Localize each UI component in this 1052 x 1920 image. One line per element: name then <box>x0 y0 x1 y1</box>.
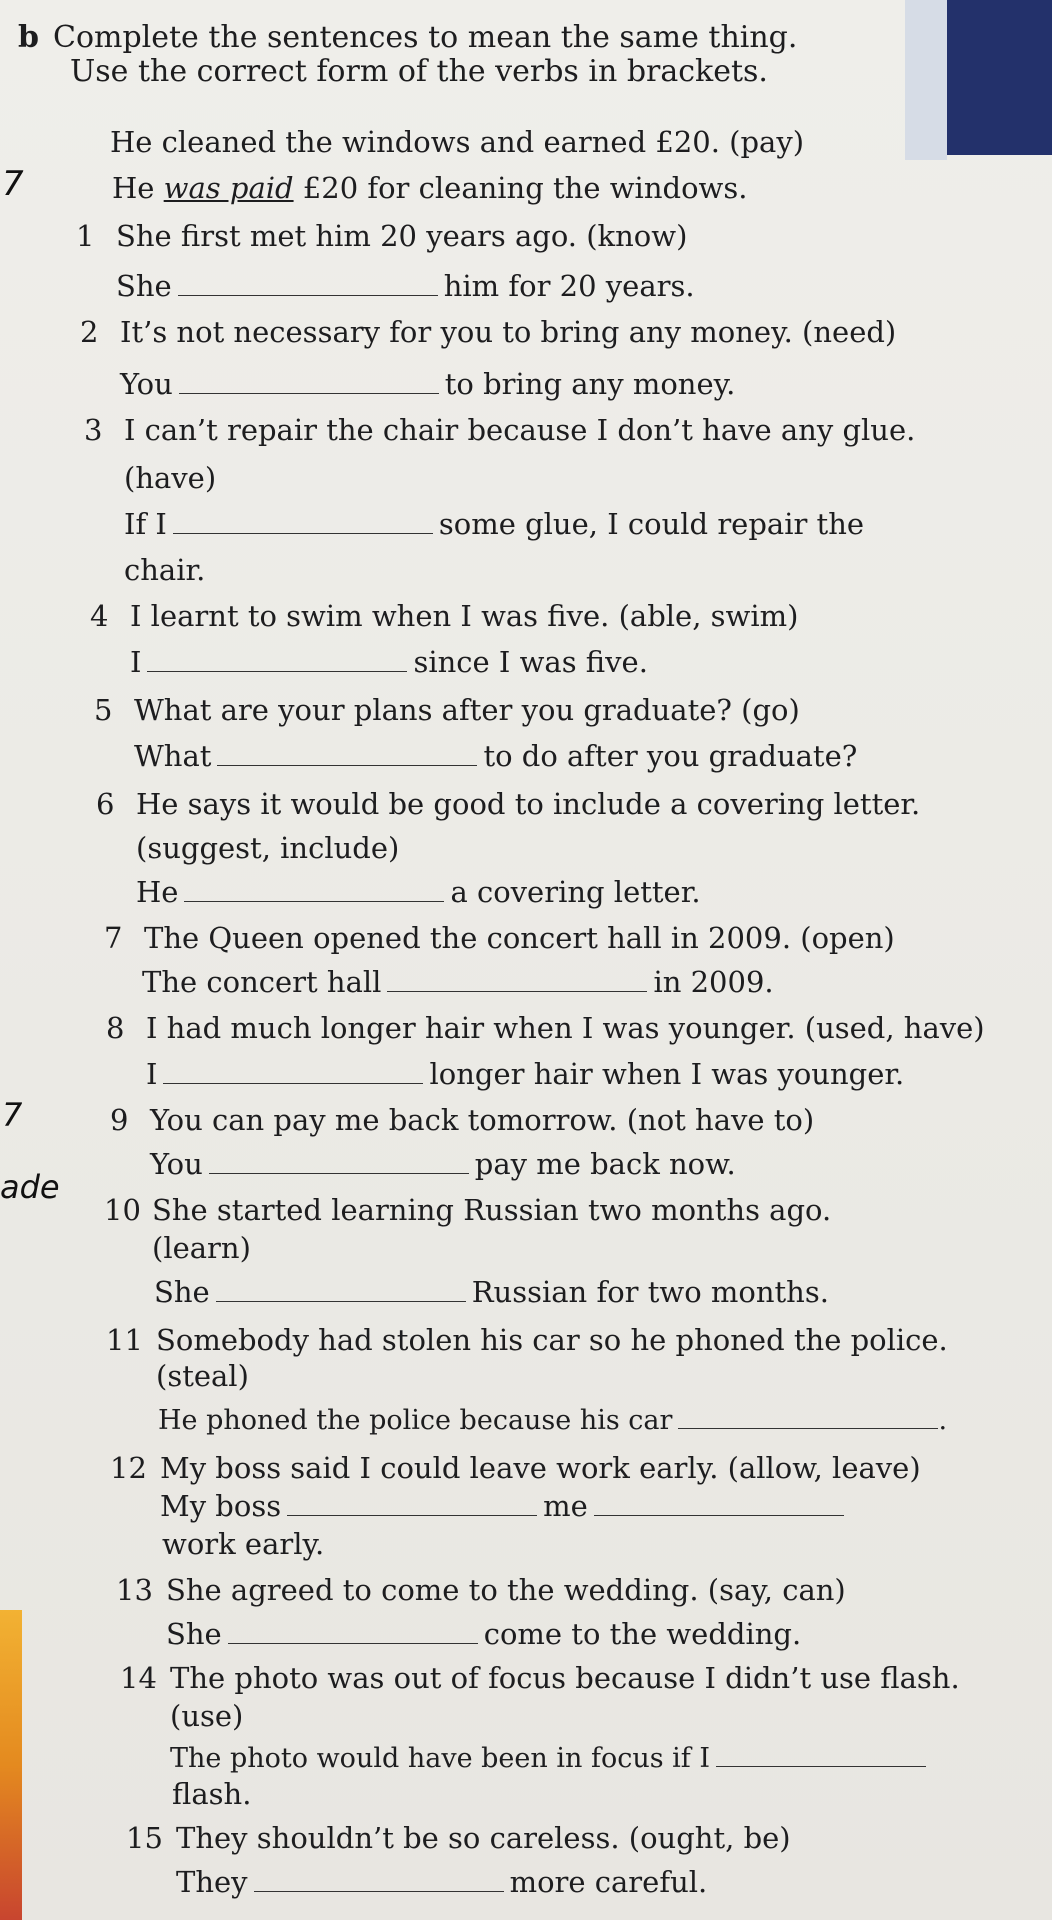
answer-end: pay me back now. <box>474 1147 736 1181</box>
question-text: I can’t repair the chair because I don’t have any glue. <box>124 413 916 447</box>
answer-end: since I was five. <box>413 645 648 679</box>
question-continuation: (steal) <box>156 1359 249 1393</box>
answer-blank[interactable] <box>178 269 438 296</box>
answer-start: You <box>120 367 173 401</box>
exercise-question <box>110 1450 921 1486</box>
exercise-question <box>96 786 920 822</box>
answer-blank[interactable] <box>678 1402 938 1429</box>
left-decoration <box>0 1610 22 1920</box>
answer-start: If I <box>124 507 167 541</box>
question-text: She agreed to come to the wedding. (say, can) <box>166 1573 846 1607</box>
answer-blank[interactable] <box>209 1147 469 1174</box>
question-text: What are your plans after you graduate? (go) <box>134 693 800 727</box>
exercise-question <box>126 1820 791 1856</box>
answer-start: The concert hall <box>142 965 382 999</box>
answer-middle: me <box>543 1489 588 1523</box>
item-number: 6 <box>96 787 115 821</box>
item-number: 8 <box>106 1011 125 1045</box>
item-number: 9 <box>110 1103 129 1137</box>
answer-start: My boss <box>160 1489 282 1523</box>
item-number: 4 <box>90 599 109 633</box>
exercise-answer <box>130 644 648 680</box>
example-sentence: He cleaned the windows and earned £20. (pay) <box>110 125 805 159</box>
example-answer-start: He <box>112 171 155 205</box>
exercise-question <box>106 1010 985 1046</box>
page-edge-tab <box>947 0 1052 155</box>
item-number: 7 <box>104 921 123 955</box>
exercise-answer <box>166 1616 801 1652</box>
handwritten-mark: 7 <box>2 1096 23 1134</box>
answer-blank[interactable] <box>173 507 433 534</box>
answer-blank[interactable] <box>228 1617 478 1644</box>
exercise-answer <box>154 1274 829 1310</box>
answer-start: They <box>176 1865 248 1899</box>
answer-end: come to the wedding. <box>483 1617 802 1651</box>
exercise-answer <box>150 1146 736 1182</box>
example-answer-end: £20 for cleaning the windows. <box>302 171 748 205</box>
exercise-answer <box>170 1740 932 1777</box>
answer-start: You <box>150 1147 203 1181</box>
page-edge-strip <box>905 0 947 160</box>
exercise-answer <box>142 964 774 1000</box>
question-text: She first met him 20 years ago. (know) <box>116 219 688 253</box>
exercise-question <box>80 314 896 350</box>
answer-blank[interactable] <box>387 965 647 992</box>
exercise-question <box>94 692 800 728</box>
item-number: 2 <box>80 315 99 349</box>
answer-end: to bring any money. <box>444 367 736 401</box>
exercise-question <box>120 1660 960 1696</box>
exercise-question <box>76 218 687 254</box>
answer-end: in 2009. <box>653 965 774 999</box>
question-text: They shouldn’t be so careless. (ought, be) <box>176 1821 791 1855</box>
question-text: The photo was out of focus because I didn’t use flash. <box>170 1661 960 1695</box>
answer-blank[interactable] <box>254 1865 504 1892</box>
item-number: 10 <box>104 1193 141 1227</box>
item-number: 3 <box>84 413 103 447</box>
question-text: It’s not necessary for you to bring any money. (need) <box>120 315 897 349</box>
item-number: 11 <box>106 1323 143 1357</box>
question-continuation: (suggest, include) <box>136 831 400 865</box>
question-continuation: (have) <box>124 461 217 495</box>
answer-continuation: flash. <box>172 1777 252 1811</box>
question-text: She started learning Russian two months ago. <box>152 1193 832 1227</box>
exercise-answer <box>160 1488 850 1524</box>
instruction-line-1: Complete the sentences to mean the same thing. <box>52 20 798 55</box>
answer-end: to do after you graduate? <box>483 739 858 773</box>
item-number: 1 <box>76 219 95 253</box>
exercise-heading <box>18 20 797 56</box>
answer-end: more careful. <box>509 1865 708 1899</box>
exercise-answer <box>136 874 701 910</box>
question-text: I had much longer hair when I was younger. (used, have) <box>146 1011 985 1045</box>
handwritten-mark: 7 <box>2 164 24 204</box>
answer-blank[interactable] <box>287 1489 537 1516</box>
exercise-question <box>106 1322 948 1358</box>
exercise-answer <box>116 268 695 304</box>
answer-end: him for 20 years. <box>443 269 695 303</box>
exercise-question <box>90 598 798 634</box>
item-number: 15 <box>126 1821 163 1855</box>
question-text: He says it would be good to include a covering letter. <box>136 787 921 821</box>
exercise-answer <box>120 366 735 402</box>
answer-start: She <box>116 269 172 303</box>
answer-blank[interactable] <box>147 645 407 672</box>
question-text: Somebody had stolen his car so he phoned the police. <box>156 1323 948 1357</box>
item-number: 14 <box>120 1661 157 1695</box>
answer-start: She <box>166 1617 222 1651</box>
answer-start: He <box>136 875 179 909</box>
answer-blank[interactable] <box>184 875 444 902</box>
answer-blank[interactable] <box>217 739 477 766</box>
question-continuation: (use) <box>170 1699 244 1733</box>
exercise-question <box>84 412 915 448</box>
answer-end: longer hair when I was younger. <box>429 1057 905 1091</box>
exercise-answer <box>176 1864 707 1900</box>
item-number: 5 <box>94 693 113 727</box>
item-number: 13 <box>116 1573 153 1607</box>
question-text: I learnt to swim when I was five. (able, swim) <box>130 599 799 633</box>
example-answer <box>112 170 747 206</box>
answer-start: She <box>154 1275 210 1309</box>
answer-end: Russian for two months. <box>471 1275 829 1309</box>
question-text: You can pay me back tomorrow. (not have to) <box>150 1103 815 1137</box>
answer-start: He phoned the police because his car <box>158 1405 673 1436</box>
question-continuation: (learn) <box>152 1231 251 1265</box>
exercise-question <box>104 1192 831 1228</box>
item-number: 12 <box>110 1451 147 1485</box>
answer-end: . <box>938 1405 948 1436</box>
answer-start: I <box>130 645 142 679</box>
answer-blank[interactable] <box>594 1489 844 1516</box>
answer-blank[interactable] <box>163 1057 423 1084</box>
answer-end: a covering letter. <box>450 875 701 909</box>
answer-continuation: work early. <box>162 1527 325 1561</box>
answer-blank[interactable] <box>179 367 439 394</box>
question-text: The Queen opened the concert hall in 2009. (open) <box>144 921 895 955</box>
exercise-question <box>104 920 895 956</box>
answer-blank[interactable] <box>716 1740 926 1767</box>
exercise-question <box>110 1102 814 1138</box>
exercise-answer <box>158 1402 947 1439</box>
answer-start: What <box>134 739 212 773</box>
exercise-letter: b <box>18 20 39 55</box>
exercise-answer <box>146 1056 904 1092</box>
answer-blank[interactable] <box>216 1275 466 1302</box>
question-text: My boss said I could leave work early. (allow, leave) <box>160 1451 921 1485</box>
exercise-question <box>116 1572 846 1608</box>
instruction-line-2: Use the correct form of the verbs in brackets. <box>70 54 768 89</box>
example-answer-fill: was paid <box>163 171 294 205</box>
answer-start: The photo would have been in focus if I <box>170 1743 711 1774</box>
exercise-answer <box>134 738 857 774</box>
answer-continuation: chair. <box>124 553 206 587</box>
exercise-answer <box>124 506 864 542</box>
handwritten-word: ade <box>0 1168 60 1206</box>
answer-end: some glue, I could repair the <box>438 507 865 541</box>
answer-start: I <box>146 1057 158 1091</box>
